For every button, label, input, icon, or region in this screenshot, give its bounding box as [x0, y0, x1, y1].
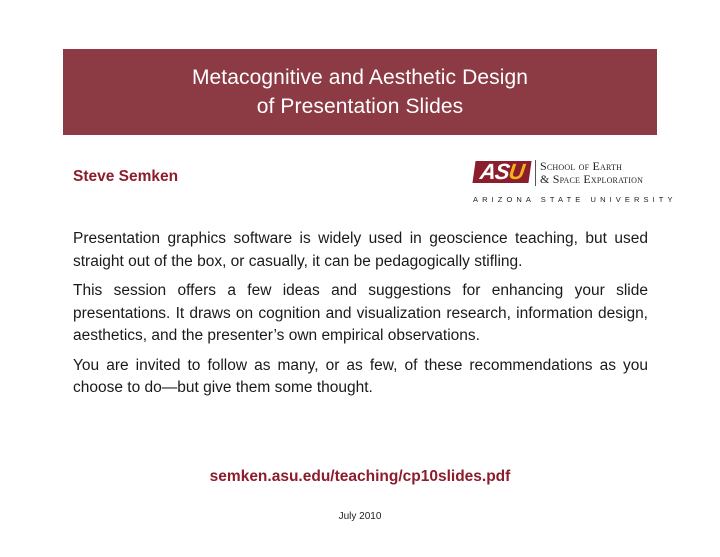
asu-logo-as: AS: [478, 159, 511, 184]
school-name-line-1: School of Earth: [540, 159, 623, 173]
slide-title-line-1: Metacognitive and Aesthetic Design: [191, 66, 529, 89]
paragraph-2: This session offers a few ideas and suggestions for enhancing your slide presentations. It draws on cognition and visualization research, information design, aesthetics, and the presenter’s own empirical observations.: [73, 282, 648, 344]
paragraph-1: Presentation graphics software is widely used in geoscience teaching, but used straight out of the box, or casually, it can be pedagogically stifling.: [73, 230, 648, 270]
title-banner: [63, 49, 657, 135]
paragraph-3: You are invited to follow as many, or as few, of these recommendations as you choose to do—but give them some thought.: [73, 356, 648, 396]
logo-divider: [535, 160, 536, 186]
asu-logo-mark: [472, 161, 531, 183]
asu-logo-u: U: [507, 159, 526, 184]
slide-date: July 2010: [338, 511, 382, 522]
slide-title-line-2: of Presentation Slides: [256, 95, 464, 118]
author-name: Steve Semken: [73, 168, 179, 185]
asu-sese-logo: [471, 158, 677, 206]
body-text: [73, 228, 648, 407]
school-name-line-2: & Space Exploration: [540, 172, 644, 186]
slides-url-link[interactable]: semken.asu.edu/teaching/cp10slides.pdf: [209, 468, 511, 485]
university-name: ARIZONA STATE UNIVERSITY: [473, 195, 677, 204]
school-name: [540, 160, 643, 186]
